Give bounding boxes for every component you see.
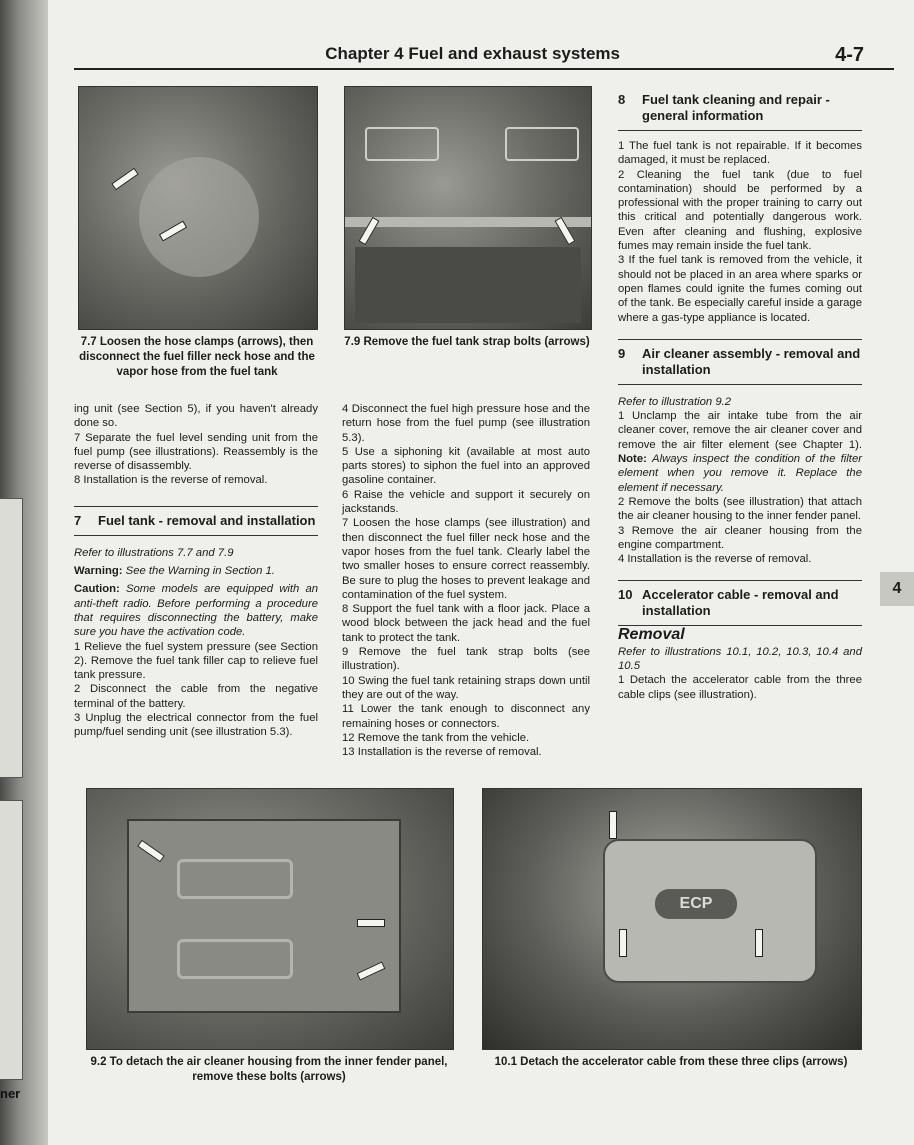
note-label: Note: bbox=[618, 453, 647, 466]
column-right bbox=[618, 86, 862, 702]
caution-label: Caution: bbox=[74, 583, 120, 596]
arrow-icon bbox=[357, 919, 385, 927]
adjacent-page-tab bbox=[0, 800, 23, 1080]
section-heading-7: 7 Fuel tank - removal and installation bbox=[74, 506, 318, 536]
subheading-removal: Removal bbox=[618, 626, 685, 644]
paragraph: 10 Swing the fuel tank retaining straps down until they are out of the way. bbox=[342, 674, 590, 701]
paragraph: 7 Loosen the hose clamps (see illustration) and then disconnect the fuel filler neck hose and the vapor hoses from the fuel tank. Clearly label the two smaller hoses to ensure correct reassembly. Be sure to plug the hoses to prevent leakage and contamination of the fuel system. bbox=[342, 517, 590, 601]
adjacent-page-tab bbox=[0, 498, 23, 778]
paragraph: 1 Unclamp the air intake tube from the air cleaner cover, remove the air cleaner cover and remove the air filter element (see Chapter 1). bbox=[618, 410, 862, 451]
photo-9-2 bbox=[86, 788, 454, 1050]
paragraph: 1 The fuel tank is not repairable. If it becomes damaged, it must be replaced. bbox=[618, 140, 862, 167]
paragraph: 4 Installation is the reverse of removal. bbox=[618, 553, 812, 566]
paragraph: ing unit (see Section 5), if you haven't already done so. bbox=[74, 403, 318, 430]
caution-text: Some models are equipped with an anti-theft radio. Before performing a procedure that requires disconnecting the battery, make sure you have the activation code. bbox=[74, 583, 319, 639]
paragraph: 3 If the fuel tank is removed from the vehicle, it should not be placed in an area where sparks or open flames could ignite the fumes coming out of the tank. Be especially careful inside a garage where a gas-type appliance is located. bbox=[618, 254, 862, 324]
section-heading-9: 9 Air cleaner assembly - removal and installation bbox=[618, 339, 862, 385]
photo-7-9 bbox=[344, 86, 592, 330]
illustration-reference: Refer to illustrations 10.1, 10.2, 10.3, 10.4 and 10.5 bbox=[618, 645, 862, 673]
caption-7-7: 7.7 Loosen the hose clamps (arrows), then disconnect the fuel filler neck hose and the vapor hose from the fuel tank bbox=[79, 336, 315, 378]
page-number: 4-7 bbox=[835, 44, 864, 66]
column-left bbox=[74, 402, 318, 740]
photo-10-1 bbox=[482, 788, 862, 1050]
engine-badge: ECP bbox=[655, 889, 737, 919]
arrow-icon bbox=[755, 929, 763, 957]
note-text: Always inspect the condition of the filter element when you remove it. Replace the element if necessary. bbox=[618, 453, 862, 494]
paragraph: 5 Use a siphoning kit (available at most auto parts stores) to siphon the fuel into an approved gasoline container. bbox=[342, 445, 590, 487]
paragraph: 13 Installation is the reverse of removal. bbox=[342, 746, 542, 759]
paragraph: 3 Unplug the electrical connector from the fuel pump/fuel sending unit (see illustration 5.3). bbox=[74, 712, 318, 739]
paragraph: 7 Separate the fuel level sending unit from the fuel pump (see illustrations). Reassembly is the reverse of disassembly. bbox=[74, 431, 318, 473]
illustration-reference: Refer to illustration 9.2 bbox=[618, 395, 732, 408]
arrow-icon bbox=[609, 811, 617, 839]
paragraph: 8 Support the fuel tank with a floor jack. Place a wood block between the jack head and the fuel tank to protect the tank. bbox=[342, 603, 590, 644]
paragraph: 12 Remove the tank from the vehicle. bbox=[342, 731, 530, 744]
chapter-title: Chapter 4 Fuel and exhaust systems bbox=[325, 44, 620, 63]
header-rule bbox=[74, 68, 894, 70]
photo-7-7 bbox=[78, 86, 318, 330]
section-heading-10: 10 Accelerator cable - removal and installation bbox=[618, 580, 862, 626]
paragraph: 2 Remove the bolts (see illustration) that attach the air cleaner housing to the inner fender panel. bbox=[618, 495, 862, 523]
chapter-tab: 4 bbox=[880, 572, 914, 606]
illustration-reference: Refer to illustrations 7.7 and 7.9 bbox=[74, 546, 234, 559]
warning-label: Warning: bbox=[74, 565, 123, 578]
paragraph: 9 Remove the fuel tank strap bolts (see illustration). bbox=[342, 646, 590, 673]
arrow-icon bbox=[619, 929, 627, 957]
column-middle bbox=[342, 402, 590, 759]
paragraph: 11 Lower the tank enough to disconnect any remaining hoses or connectors. bbox=[342, 703, 590, 730]
paragraph: 4 Disconnect the fuel high pressure hose and the return hose from the fuel pump (see illustration 5.3). bbox=[342, 403, 590, 444]
paragraph: 2 Cleaning the fuel tank (due to fuel contamination) should be performed by a professional with the proper training to carry out this critical and potentially dangerous work. Even after cleaning and flushing, explosive fumes may remain inside the fuel tank. bbox=[618, 168, 862, 253]
paragraph: 8 Installation is the reverse of removal. bbox=[74, 474, 268, 487]
paragraph: 3 Remove the air cleaner housing from the engine compartment. bbox=[618, 524, 862, 551]
manual-page bbox=[48, 0, 914, 1145]
paragraph: 1 Detach the accelerator cable from the three cable clips (see illustration). bbox=[618, 674, 862, 701]
paragraph: 1 Relieve the fuel system pressure (see Section 2). Remove the fuel tank filler cap to relieve fuel tank pressure. bbox=[74, 640, 318, 682]
paragraph: 2 Disconnect the cable from the negative terminal of the battery. bbox=[74, 683, 318, 710]
adjacent-page-text: ner bbox=[0, 1086, 21, 1101]
caption-7-9: 7.9 Remove the fuel tank strap bolts (arrows) bbox=[344, 336, 590, 348]
section-heading-8: 8 Fuel tank cleaning and repair - general information bbox=[618, 86, 862, 131]
warning-text: See the Warning in Section 1. bbox=[125, 565, 275, 578]
paragraph: 6 Raise the vehicle and support it securely on jackstands. bbox=[342, 488, 590, 516]
caption-10-1: 10.1 Detach the accelerator cable from these three clips (arrows) bbox=[494, 1056, 848, 1068]
caption-9-2: 9.2 To detach the air cleaner housing from the inner fender panel, remove these bolts (arrows) bbox=[90, 1056, 448, 1083]
